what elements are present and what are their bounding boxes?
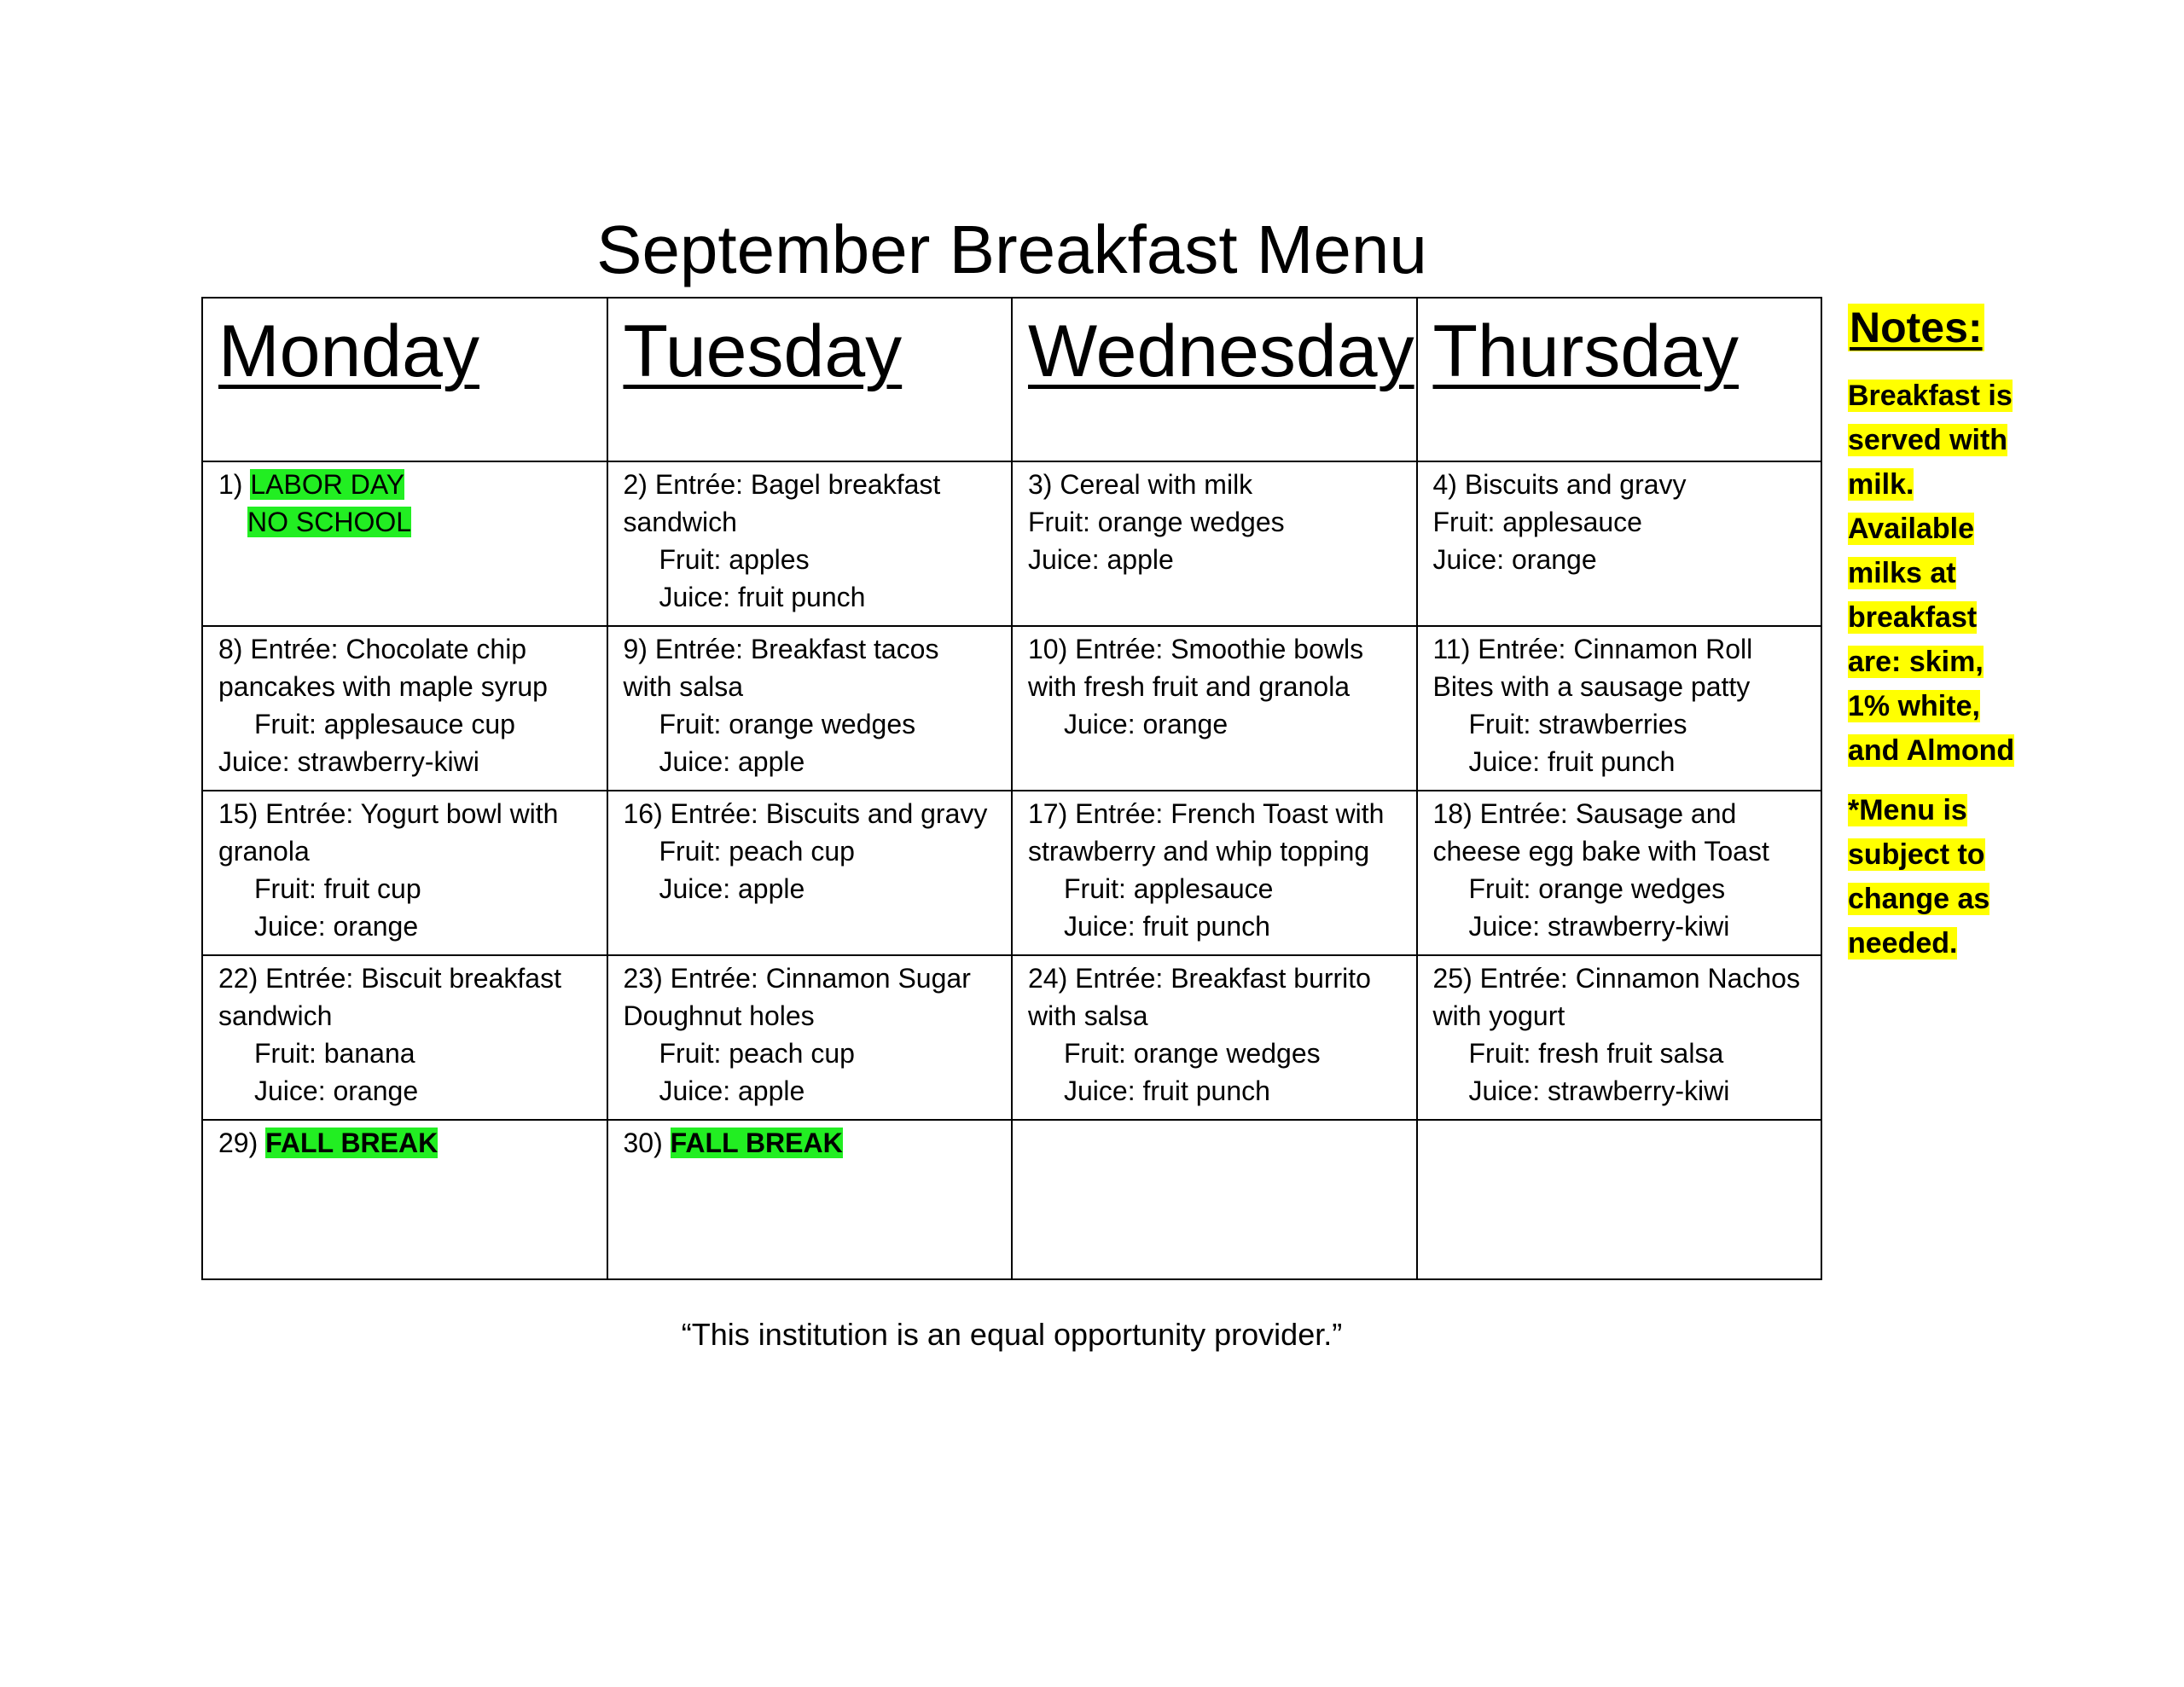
day-menu (608, 1121, 1012, 1162)
menu-line (624, 1124, 998, 1162)
menu-text: 2) Entrée: Bagel breakfast (623, 469, 941, 500)
day-cell-thursday (1417, 955, 1822, 1120)
menu-text: Fruit: fruit cup (254, 873, 421, 904)
day-menu (203, 1121, 607, 1162)
highlighted-note: FALL BREAK (265, 1128, 439, 1158)
menu-line (1433, 1035, 1808, 1072)
notes-disclaimer (1848, 788, 2027, 965)
day-label: Wednesday (1028, 310, 1414, 392)
menu-text: Juice: fruit punch (1064, 911, 1270, 942)
menu-text: Fruit: orange wedges (1468, 873, 1726, 904)
menu-text: 17) Entrée: French Toast with (1028, 798, 1385, 829)
menu-line (1433, 959, 1808, 997)
day-cell-thursday (1417, 1120, 1822, 1279)
menu-line (624, 705, 998, 743)
week-row (202, 791, 1821, 955)
menu-text: 30) (623, 1128, 671, 1158)
menu-line (1433, 870, 1808, 907)
day-cell-wednesday (1012, 461, 1417, 626)
day-cell-thursday (1417, 626, 1822, 791)
menu-line (624, 997, 998, 1035)
menu-line (1028, 705, 1403, 743)
menu-text: cheese egg bake with Toast (1432, 836, 1769, 867)
menu-line (1028, 997, 1403, 1035)
menu-line (218, 907, 593, 945)
menu-text: Juice: apple (1028, 544, 1174, 575)
day-cell-wednesday (1012, 626, 1417, 791)
day-cell-monday (202, 955, 607, 1120)
menu-text: Fruit: orange wedges (1028, 507, 1285, 537)
menu-line (218, 630, 593, 668)
menu-line (1433, 541, 1808, 578)
menu-line (624, 1072, 998, 1110)
day-cell-monday (202, 791, 607, 955)
menu-line (1433, 630, 1808, 668)
highlighted-note: NO SCHOOL (247, 507, 412, 537)
menu-text: 4) Biscuits and gravy (1432, 469, 1687, 500)
day-label: Tuesday (623, 310, 903, 392)
day-menu (203, 627, 607, 780)
menu-text: 22) Entrée: Biscuit breakfast (218, 963, 561, 994)
menu-line (1028, 466, 1403, 503)
menu-text: Juice: strawberry-kiwi (218, 746, 479, 777)
day-menu (608, 462, 1012, 616)
day-menu (1418, 462, 1821, 578)
highlighted-note: LABOR DAY (250, 469, 405, 500)
day-menu (608, 956, 1012, 1110)
menu-text: Bites with a sausage patty (1432, 671, 1751, 702)
menu-text: 18) Entrée: Sausage and (1432, 798, 1737, 829)
menu-text: with salsa (1028, 1000, 1148, 1031)
notes-disclaimer-text: *Menu is subject to change as needed. (1848, 794, 1990, 959)
day-header-thursday (1417, 298, 1822, 461)
menu-text: with salsa (623, 671, 743, 702)
menu-text: Juice: orange (254, 911, 419, 942)
menu-text: 16) Entrée: Biscuits and gravy (623, 798, 988, 829)
menu-text: Juice: orange (1432, 544, 1597, 575)
menu-text: Juice: strawberry-kiwi (1468, 1075, 1730, 1106)
menu-line (624, 870, 998, 907)
menu-text: 24) Entrée: Breakfast burrito (1028, 963, 1371, 994)
menu-line (624, 743, 998, 780)
menu-line (624, 503, 998, 541)
notes-milk-info (1848, 374, 2027, 773)
menu-text: Juice: strawberry-kiwi (1468, 911, 1730, 942)
day-cell-tuesday (607, 791, 1013, 955)
menu-text: 9) Entrée: Breakfast tacos (623, 634, 939, 664)
day-menu (1418, 791, 1821, 945)
menu-text: Fruit: banana (254, 1038, 415, 1069)
day-menu (1013, 462, 1416, 578)
day-cell-thursday (1417, 791, 1822, 955)
menu-line (1433, 832, 1808, 870)
menu-line (624, 668, 998, 705)
day-cell-thursday (1417, 461, 1822, 626)
menu-text: Juice: orange (254, 1075, 419, 1106)
menu-text: with fresh fruit and granola (1028, 671, 1350, 702)
notes-milk-info-text: Breakfast is served with milk. Available milks at breakfast are: skim, 1% white, and Almond (1848, 380, 2015, 767)
menu-text: 25) Entrée: Cinnamon Nachos (1432, 963, 1800, 994)
day-menu (1418, 627, 1821, 780)
menu-line (218, 1124, 593, 1162)
menu-line (1028, 1035, 1403, 1072)
menu-line (1028, 795, 1403, 832)
menu-line (218, 705, 593, 743)
menu-line (624, 578, 998, 616)
menu-text: Fruit: peach cup (659, 836, 855, 867)
menu-line (1028, 503, 1403, 541)
menu-line (218, 743, 593, 780)
menu-text: granola (218, 836, 310, 867)
day-menu (203, 462, 607, 541)
menu-text: Fruit: fresh fruit salsa (1468, 1038, 1724, 1069)
menu-text: 3) Cereal with milk (1028, 469, 1253, 500)
week-row (202, 461, 1821, 626)
menu-line (1028, 832, 1403, 870)
menu-line (218, 1035, 593, 1072)
day-cell-tuesday (607, 955, 1013, 1120)
menu-line (624, 832, 998, 870)
menu-line (218, 832, 593, 870)
page-title: September Breakfast Menu (596, 212, 1427, 287)
menu-text: 15) Entrée: Yogurt bowl with (218, 798, 559, 829)
menu-text: sandwich (623, 507, 737, 537)
menu-line (1433, 743, 1808, 780)
menu-line (624, 1035, 998, 1072)
menu-text: 10) Entrée: Smoothie bowls (1028, 634, 1364, 664)
day-menu (608, 627, 1012, 780)
menu-text: strawberry and whip topping (1028, 836, 1370, 867)
week-row (202, 626, 1821, 791)
menu-line (1028, 870, 1403, 907)
day-label: Monday (218, 310, 479, 392)
menu-table (201, 297, 1822, 1280)
day-header-tuesday (607, 298, 1013, 461)
menu-text: Fruit: orange wedges (1064, 1038, 1321, 1069)
day-cell-tuesday (607, 626, 1013, 791)
menu-text: Juice: orange (1064, 709, 1228, 739)
menu-line (1433, 503, 1808, 541)
menu-line (1028, 907, 1403, 945)
menu-text: Juice: apple (659, 873, 805, 904)
menu-text: 8) Entrée: Chocolate chip (218, 634, 527, 664)
menu-text: Fruit: applesauce (1432, 507, 1642, 537)
menu-text: with yogurt (1432, 1000, 1565, 1031)
menu-text: 11) Entrée: Cinnamon Roll (1432, 634, 1753, 664)
menu-line (624, 795, 998, 832)
day-cell-wednesday (1012, 955, 1417, 1120)
menu-line (1433, 907, 1808, 945)
menu-line (1433, 466, 1808, 503)
menu-text: 29) (218, 1128, 266, 1158)
menu-text: Fruit: peach cup (659, 1038, 855, 1069)
menu-line (218, 997, 593, 1035)
menu-text: Juice: fruit punch (1468, 746, 1676, 777)
day-menu (1013, 1121, 1416, 1124)
day-cell-monday (202, 1120, 607, 1279)
menu-text: Fruit: applesauce cup (254, 709, 515, 739)
day-header-wednesday (1012, 298, 1417, 461)
menu-text: pancakes with maple syrup (218, 671, 548, 702)
day-menu (203, 956, 607, 1110)
menu-text: Fruit: apples (659, 544, 810, 575)
notes-heading: Notes: (1850, 304, 1983, 351)
menu-text: Fruit: orange wedges (659, 709, 916, 739)
menu-line (1433, 795, 1808, 832)
menu-line (218, 795, 593, 832)
menu-text: Juice: apple (659, 1075, 805, 1106)
day-header-row (202, 298, 1821, 461)
menu-line (1028, 668, 1403, 705)
equal-opportunity-statement: “This institution is an equal opportunity provider.” (681, 1317, 1343, 1352)
menu-line (218, 1072, 593, 1110)
menu-text: 23) Entrée: Cinnamon Sugar (623, 963, 971, 994)
day-menu (1418, 956, 1821, 1110)
week-row (202, 1120, 1821, 1279)
menu-line (1028, 959, 1403, 997)
day-menu (1013, 956, 1416, 1110)
day-menu (608, 791, 1012, 907)
menu-line (624, 466, 998, 503)
day-cell-wednesday (1012, 791, 1417, 955)
menu-line (1433, 1072, 1808, 1110)
day-cell-monday (202, 626, 607, 791)
menu-text: Fruit: strawberries (1468, 709, 1687, 739)
menu-text: Juice: fruit punch (659, 582, 866, 612)
day-cell-tuesday (607, 1120, 1013, 1279)
menu-line (218, 466, 593, 503)
menu-line (1028, 541, 1403, 578)
day-label: Thursday (1432, 310, 1739, 392)
menu-line (218, 959, 593, 997)
menu-line (1028, 630, 1403, 668)
day-header-monday (202, 298, 607, 461)
menu-line (218, 668, 593, 705)
day-menu (203, 791, 607, 945)
menu-line (624, 959, 998, 997)
day-menu (1013, 627, 1416, 743)
day-menu (1418, 1121, 1821, 1124)
menu-line (624, 541, 998, 578)
menu-line (1433, 705, 1808, 743)
menu-line (218, 870, 593, 907)
menu-text: Fruit: applesauce (1064, 873, 1274, 904)
highlighted-note: FALL BREAK (670, 1128, 843, 1158)
menu-text: Juice: apple (659, 746, 805, 777)
day-cell-monday (202, 461, 607, 626)
menu-line (624, 630, 998, 668)
menu-body (202, 461, 1821, 1279)
menu-line (1433, 997, 1808, 1035)
week-row (202, 955, 1821, 1120)
day-cell-wednesday (1012, 1120, 1417, 1279)
menu-text: 1) (218, 469, 251, 500)
menu-line (1028, 1072, 1403, 1110)
day-cell-tuesday (607, 461, 1013, 626)
day-menu (1013, 791, 1416, 945)
notes-panel (1848, 297, 2027, 981)
menu-line (1433, 668, 1808, 705)
menu-text: sandwich (218, 1000, 333, 1031)
menu-line (218, 503, 593, 541)
menu-text: Juice: fruit punch (1064, 1075, 1270, 1106)
menu-text: Doughnut holes (623, 1000, 815, 1031)
